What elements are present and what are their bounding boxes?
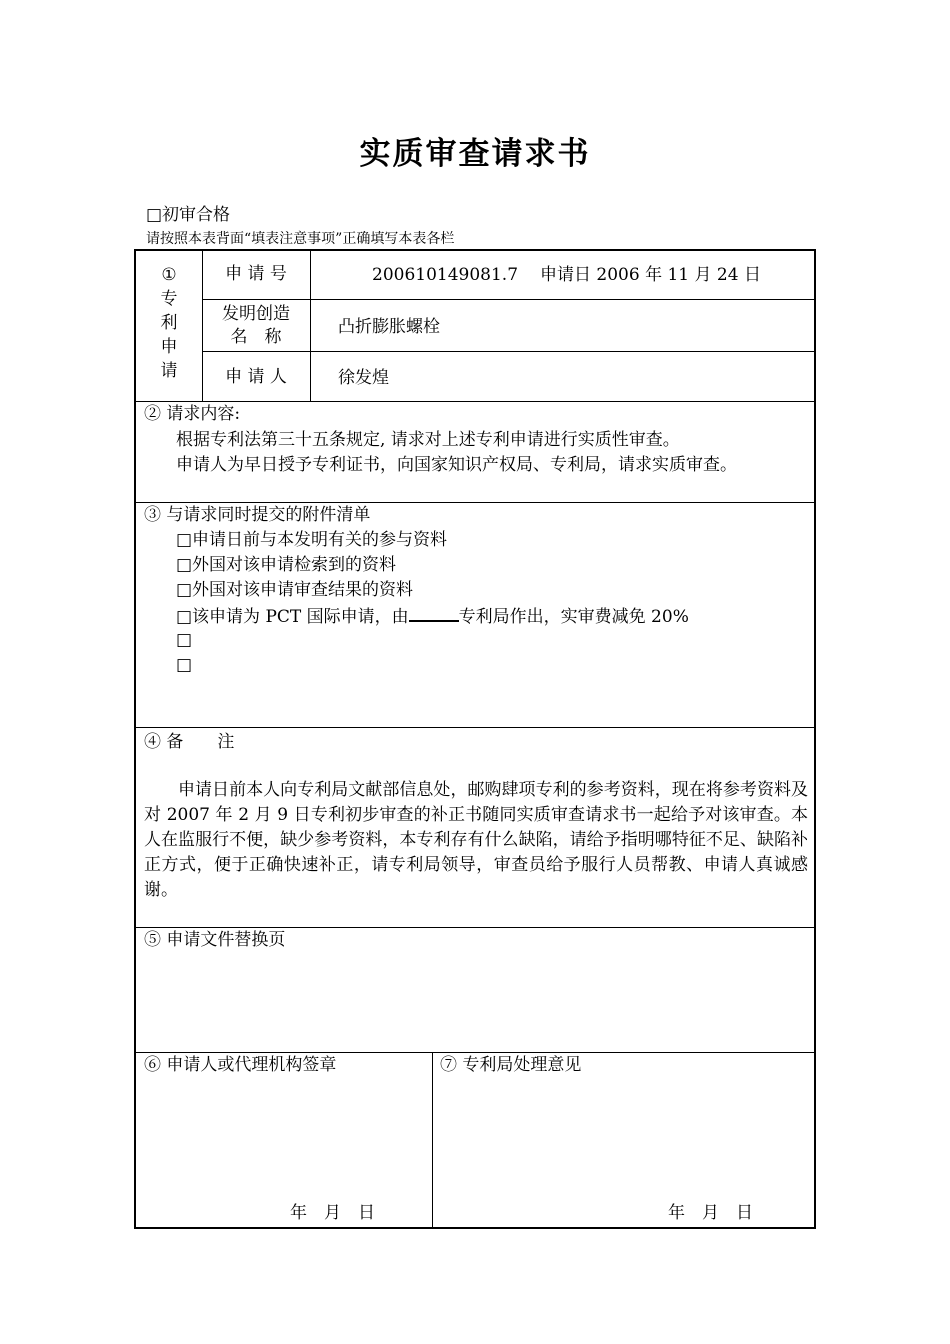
invention-label-line1: 发明创造 <box>222 304 290 324</box>
section2-line2: 申请人为早日授予专利证书，向国家知识产权局、专利局，请求实质审查。 <box>176 455 737 475</box>
invention-name-value: 凸折膨胀螺栓 <box>338 317 440 337</box>
section5-title: ⑤ 申请文件替换页 <box>144 930 286 950</box>
side-char: 请 <box>160 361 178 381</box>
applicant-label: 申 请 人 <box>225 367 287 387</box>
request-form <box>134 249 816 1229</box>
instruction-text: 请按照本表背面“填表注意事项”正确填写本表各栏 <box>146 231 455 247</box>
section3-title: ③ 与请求同时提交的附件清单 <box>144 505 371 525</box>
invention-label <box>202 303 310 349</box>
pct-suffix: 专利局作出，实审费减免 20% <box>458 607 689 627</box>
section4-box <box>136 728 816 927</box>
attachment-item: □外国对该申请审查结果的资料 <box>176 580 414 600</box>
pct-prefix: □该申请为 PCT 国际申请，由 <box>176 607 409 627</box>
pre-check-status: □初审合格 <box>146 205 231 225</box>
empty-checkbox: □ <box>176 655 193 675</box>
side-char: 利 <box>160 313 178 333</box>
app-date-value: 申请日 2006 年 11 月 24 日 <box>540 265 761 285</box>
section1-marker: ① <box>161 265 177 285</box>
row-divider-2 <box>202 351 816 352</box>
app-no-value: 200610149081.7 <box>372 265 519 285</box>
row-divider-1 <box>202 299 816 300</box>
empty-checkbox: □ <box>176 630 193 650</box>
section4-title: ④ 备 注 <box>144 732 235 752</box>
section7-title: ⑦ 专利局处理意见 <box>440 1055 582 1075</box>
side-char: 专 <box>160 289 178 309</box>
section6-title: ⑥ 申请人或代理机构签章 <box>144 1055 337 1075</box>
invention-label-line2: 名 称 <box>230 327 282 347</box>
pct-blank-line <box>409 603 459 622</box>
section6-date: 年 月 日 <box>290 1203 375 1223</box>
attachment-item: □外国对该申请检索到的资料 <box>176 555 397 575</box>
col-divider-3 <box>432 1052 433 1229</box>
side-char: 申 <box>160 337 178 357</box>
section4-remarks: 申请日前本人向专利局文献部信息处，邮购肆项专利的参考资料，现在将参考资料及对 2007 年 2 月 9 日专利初步审查的补正书随同实质审查请求书一起给予对该审查。本人在监服行不便，缺少参考资料，本专利存有什么缺陷，请给予指明哪特征不足、缺陷补正方式，便于正确快速补正，请专利局领导，审查员给予服行人员帮教、申请人真诚感谢。 <box>144 780 808 900</box>
section7-date: 年 月 日 <box>668 1203 753 1223</box>
section2-line1: 根据专利法第三十五条规定, 请求对上述专利申请进行实质性审查。 <box>176 430 680 450</box>
section1-side-label <box>136 263 202 383</box>
section2-title: ② 请求内容: <box>144 404 241 424</box>
applicant-value: 徐发煌 <box>338 368 389 388</box>
attachment-item-pct <box>176 603 689 630</box>
app-no-label: 申 请 号 <box>225 264 287 284</box>
col-divider-2 <box>310 251 311 401</box>
attachment-item: □申请日前与本发明有关的参与资料 <box>176 530 448 550</box>
page-title: 实质审查请求书 <box>359 136 591 172</box>
